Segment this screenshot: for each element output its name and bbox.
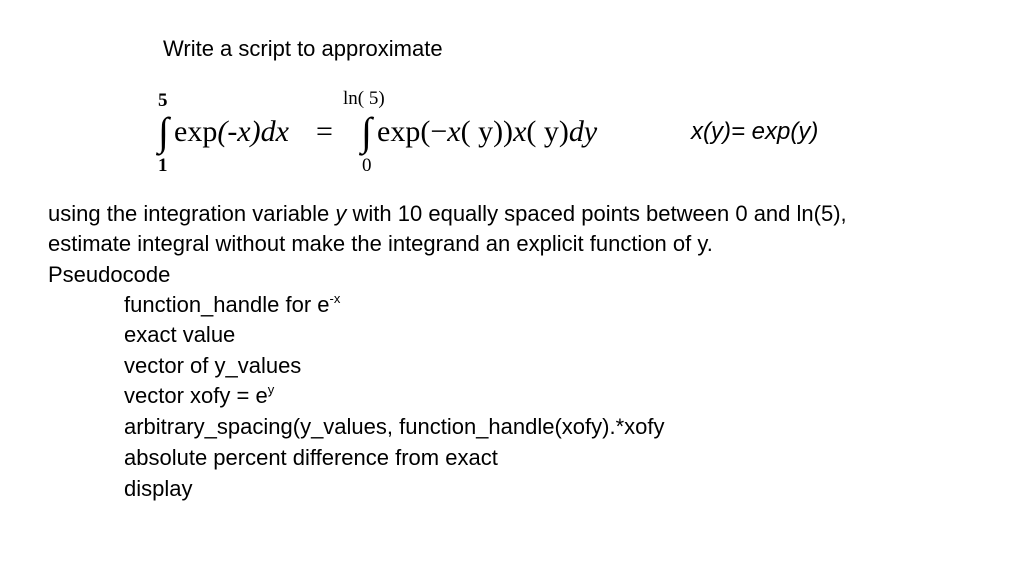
- pseudocode-item-4-text: vector xofy = e: [124, 383, 268, 408]
- lhs-exp: exp: [174, 115, 218, 148]
- pseudocode-item-1-sup: -x: [329, 291, 341, 306]
- pseudocode-item-4-sup: y: [267, 382, 275, 397]
- rhs-minus: −: [430, 115, 448, 148]
- lhs-integral-sign: ∫: [158, 109, 169, 154]
- pseudocode-label: Pseudocode: [48, 262, 171, 287]
- pseudocode-item-3: vector of y_values: [124, 353, 302, 378]
- rhs-open-paren: (: [420, 115, 431, 148]
- rhs-exp: exp: [377, 115, 421, 148]
- rhs-paren-y: ( y)): [460, 115, 514, 148]
- lhs-lower-limit: 1: [158, 155, 168, 176]
- instruction-text-before: using the integration variable: [48, 201, 336, 226]
- lhs-arg: (-x): [217, 115, 261, 148]
- pseudocode-item-6: absolute percent difference from exact: [124, 445, 498, 470]
- pseudocode-item-1-text: function_handle for e: [124, 292, 330, 317]
- rhs-x: x: [447, 115, 461, 148]
- instruction-line-1: [48, 201, 847, 227]
- pseudocode-item-4: [124, 383, 274, 409]
- lhs-dx: dx: [260, 115, 289, 148]
- xy-definition: x(y)= exp(y): [691, 118, 819, 145]
- rhs-expression: [377, 117, 597, 147]
- pseudocode-item-7: display: [124, 476, 193, 501]
- pseudocode-item-2: exact value: [124, 322, 236, 347]
- pseudocode-item-1: [124, 292, 340, 318]
- instruction-text-after: with 10 equally spaced points between 0 and ln(5),: [346, 201, 847, 226]
- equals-sign: =: [316, 115, 333, 148]
- page-title: Write a script to approximate: [163, 36, 443, 61]
- rhs-integral-sign: ∫: [361, 109, 372, 154]
- rhs-paren-y2: ( y): [526, 115, 569, 148]
- rhs-dy: dy: [568, 115, 598, 148]
- pseudocode-item-5: arbitrary_spacing(y_values, function_handle(xofy).*xofy: [124, 414, 665, 439]
- rhs-lower-limit: 0: [362, 155, 372, 176]
- lhs-upper-limit: 5: [158, 90, 168, 111]
- rhs-upper-limit: ln( 5): [343, 88, 385, 109]
- lhs-expression: [174, 117, 289, 147]
- instruction-var: y: [335, 201, 347, 226]
- instruction-line-2: estimate integral without make the integrand an explicit function of y.: [48, 231, 713, 256]
- rhs-x2: x: [513, 115, 527, 148]
